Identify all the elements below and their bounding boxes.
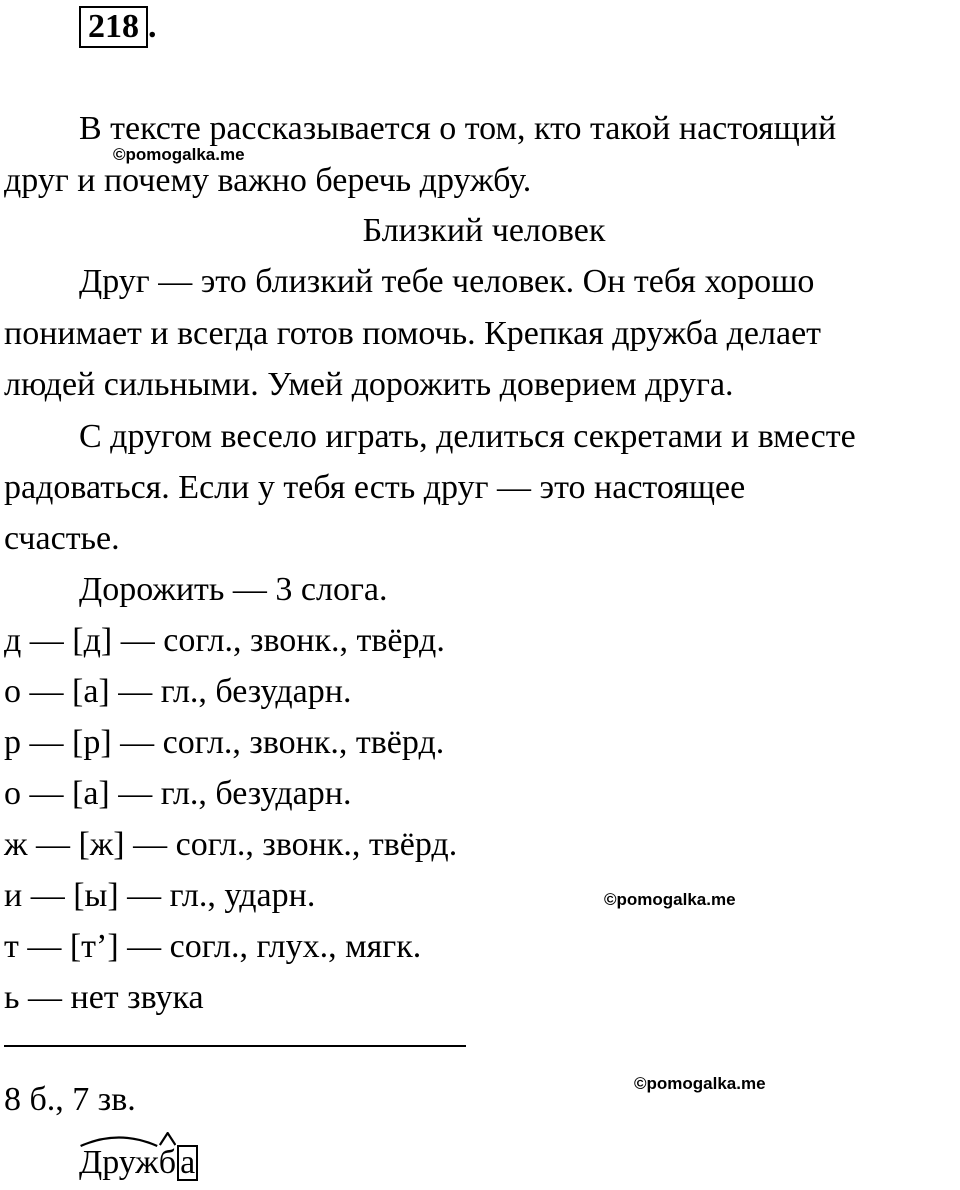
analysis-row: р — [р] — согл., звонк., твёрд. [4, 724, 445, 761]
analysis-row: о — [а] — гл., безударн. [4, 673, 352, 710]
analysis-row: о — [а] — гл., безударн. [4, 775, 352, 812]
root-arc-icon [79, 1135, 159, 1147]
analysis-row: ь — нет звука [4, 979, 204, 1016]
intro-line-1: В тексте рассказывается о том, кто такой настоящий [79, 110, 837, 147]
letters-sounds-summary: 8 б., 7 зв. [4, 1081, 136, 1118]
morpheme-root [79, 1144, 159, 1182]
paragraph-1-line-3: людей сильными. Умей дорожить доверием друга. [4, 366, 734, 403]
exercise-number-dot: . [148, 8, 157, 45]
text-title: Близкий человек [362, 212, 606, 249]
paragraph-1-line-2: понимает и всегда готов помочь. Крепкая дружба делает [4, 315, 822, 352]
exercise-number [79, 6, 157, 44]
watermark: ©pomogalka.me [113, 145, 245, 164]
morpheme-root-text: Друж [79, 1144, 159, 1181]
morpheme-analysis [79, 1144, 198, 1182]
paragraph-2-line-1: С другом весело играть, делиться секретами и вместе [79, 418, 856, 455]
paragraph-2-line-3: счастье. [4, 520, 120, 557]
analysis-row: д — [д] — согл., звонк., твёрд. [4, 622, 445, 659]
morpheme-suffix [159, 1144, 176, 1182]
intro-line-2: друг и почему важно беречь дружбу. [4, 162, 532, 199]
syllable-count: Дорожить — 3 слога. [79, 571, 388, 608]
analysis-row: и — [ы] — гл., ударн. [4, 877, 316, 914]
suffix-caret-icon [159, 1132, 176, 1146]
exercise-number-box: 218 [79, 6, 148, 48]
paragraph-2-line-2: радоваться. Если у тебя есть друг — это настоящее [4, 469, 746, 506]
morpheme-suffix-text: б [158, 1144, 177, 1181]
analysis-row: т — [т’] — согл., глух., мягк. [4, 928, 422, 965]
paragraph-1-line-1: Друг — это близкий тебе человек. Он тебя хорошо [79, 263, 815, 300]
watermark: ©pomogalka.me [634, 1074, 766, 1093]
watermark: ©pomogalka.me [604, 890, 736, 909]
morpheme-ending: а [177, 1145, 198, 1181]
analysis-row: ж — [ж] — согл., звонк., твёрд. [4, 826, 458, 863]
divider [4, 1045, 466, 1047]
